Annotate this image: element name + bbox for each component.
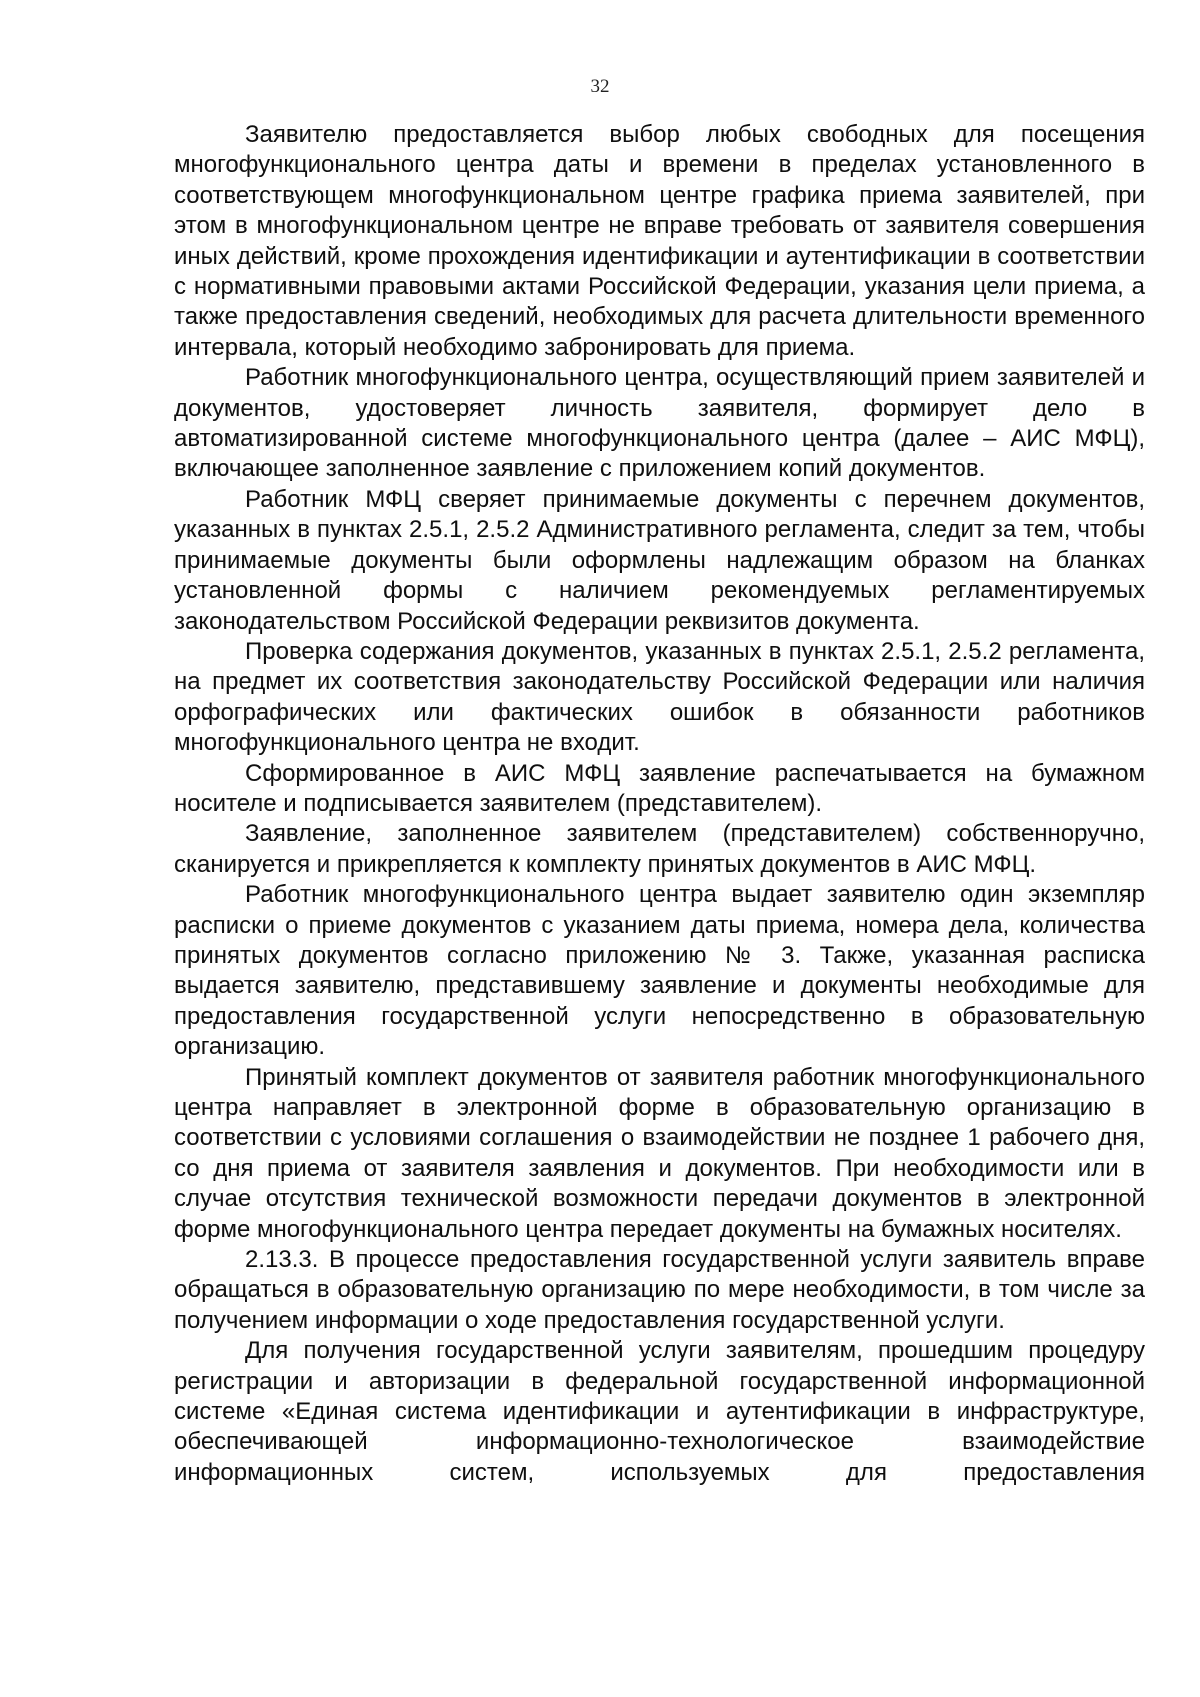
paragraph-booking-choice: Заявителю предоставляется выбор любых свободных для посещения многофункционального центра даты и времени в пределах установленного в соответствующем многофункциональном центре графика приема заявителей, при этом в многофункциональном центре не вправе требовать от заявителя совершения иных действий, кроме прохождения идентификации и аутентификации в соответствии с нормативными правовыми актами Российской Федерации, указания цели приема, а также предоставления сведений, необходимых для расчета длительности временного интервала, который необходимо забронировать для приема. xyxy=(174,121,1145,361)
paragraph-section-2-13-3: 2.13.3. В процессе предоставления государственной услуги заявитель вправе обращаться в образовательную организацию по мере необходимости, в том числе за получением информации о ходе предоставления государственной услуги. xyxy=(174,1246,1145,1334)
paragraph-identity-check: Работник многофункционального центра, осуществляющий прием заявителей и документов, удостоверяет личность заявителя, формирует дело в автоматизированной системе многофункционального центра (далее – АИС МФЦ), включающее заполненное заявление с приложением копий документов. xyxy=(174,364,1145,483)
paragraph-document-transfer: Принятый комплект документов от заявителя работник многофункционального центра направляет в электронной форме в образовательную организацию в соответствии с условиями соглашения о взаимодействии не позднее 1 рабочего дня, со дня приема от заявителя заявления и документов. При необходимости или в случае отсутствия технической возможности передачи документов в электронной форме многофункционального центра передает документы на бумажных носителях. xyxy=(174,1063,1145,1243)
page-number: 32 xyxy=(590,76,610,97)
paragraph-application-scanning: Заявление, заполненное заявителем (представителем) собственноручно, сканируется и прикрепляется к комплекту принятых документов в АИС МФЦ. xyxy=(174,820,1145,878)
paragraph-application-printing: Сформированное в АИС МФЦ заявление распечатывается на бумажном носителе и подписывается заявителем (представителем). xyxy=(174,759,1145,817)
paragraph-esia-access: Для получения государственной услуги заявителям, прошедшим процедуру регистрации и авторизации в федеральной государственной информационной системе «Единая система идентификации и аутентификации в инфраструктуре, обеспечивающей информационно-технологическое взаимодействие информационных систем, используемых для предоставления xyxy=(174,1337,1145,1486)
document-body xyxy=(174,120,1145,1488)
paragraph-receipt-issuance: Работник многофункционального центра выдает заявителю один экземпляр расписки о приеме документов с указанием даты приема, номера дела, количества принятых документов согласно приложению № 3. Также, указанная расписка выдается заявителю, представившему заявление и документы необходимые для предоставления государственной услуги непосредственно в образовательную организацию. xyxy=(174,881,1145,1061)
paragraph-document-verification: Работник МФЦ сверяет принимаемые документы с перечнем документов, указанных в пунктах 2.5.1, 2.5.2 Административного регламента, следит за тем, чтобы принимаемые документы были оформлены надлежащим образом на бланках установленной формы с наличием рекомендуемых регламентируемых законодательством Российской Федерации реквизитов документа. xyxy=(174,485,1145,635)
paragraph-content-check: Проверка содержания документов, указанных в пунктах 2.5.1, 2.5.2 регламента, на предмет их соответствия законодательству Российской Федерации или наличия орфографических или фактических ошибок в обязанности работников многофункционального центра не входит. xyxy=(174,637,1145,757)
